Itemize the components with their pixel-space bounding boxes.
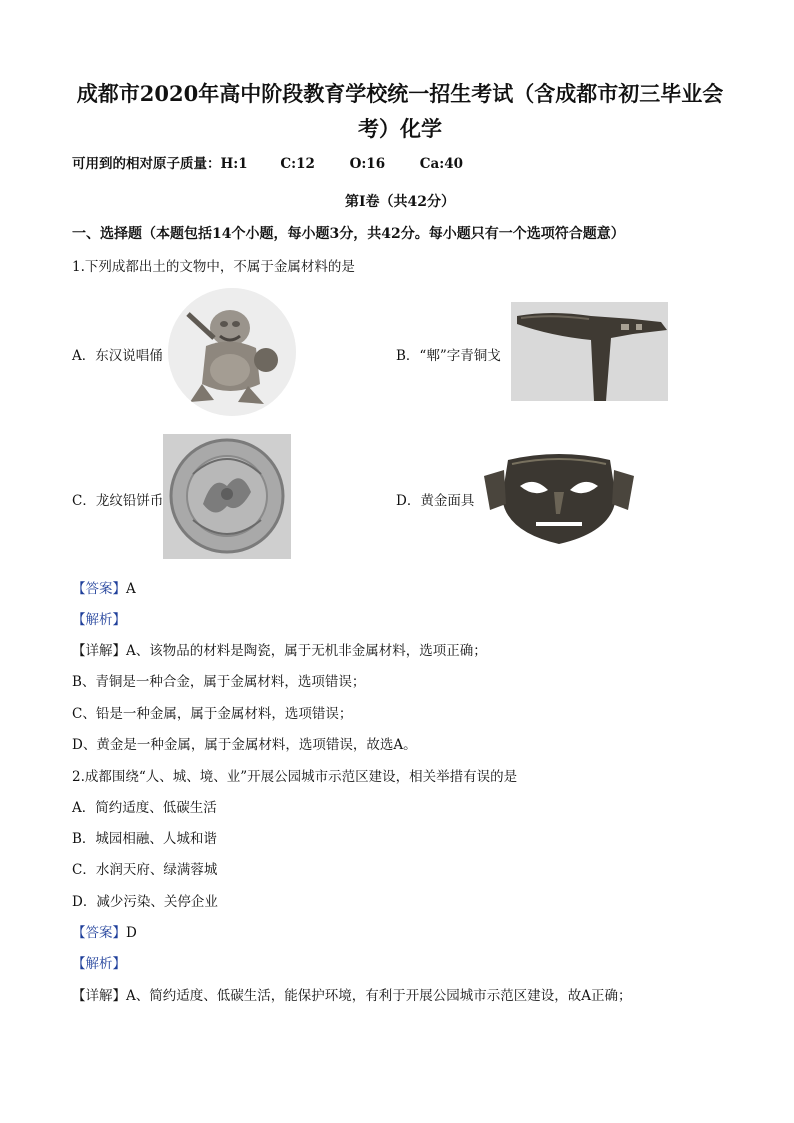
- atomic-mass-h: H:1: [220, 156, 248, 172]
- q1-detail-b: B、青铜是一种合金，属于金属材料，选项错误；: [72, 674, 366, 690]
- q2-answer: D: [126, 925, 137, 941]
- q1-detail-a: [72, 639, 487, 659]
- golden-mask-image: [480, 452, 638, 546]
- atomic-mass-o: O:16: [349, 156, 386, 172]
- q2-option-d: D．减少污染、关停企业: [72, 894, 218, 910]
- q2-analysis-tag: 【解析】: [72, 956, 126, 972]
- q1-option-d: D．黄金面具: [396, 493, 475, 509]
- q1-answer: A: [126, 581, 136, 597]
- q2-detail-a-text: A、简约适度、低碳生活，能保护环境，有利于开展公园城市示范区建设，故A正确；: [126, 988, 632, 1004]
- q2-option-c: C．水润天府、绿满蓉城: [72, 862, 218, 878]
- part-heading: 一、选择题（本题包括14个小题，每小题3分，共42分。每小题只有一个选项符合题意）: [72, 226, 625, 242]
- q1-analysis-tag: 【解析】: [72, 612, 126, 628]
- coin-image: [163, 434, 291, 559]
- q1-answer-row: [72, 577, 136, 597]
- q2-option-a: A．简约适度、低碳生活: [72, 800, 217, 816]
- atomic-mass-row: [72, 152, 463, 172]
- document-title-line-2: 考）化学: [358, 116, 442, 141]
- q2-option-b: B．城园相融、人城和谐: [72, 831, 217, 847]
- q1-option-c: C．龙纹铅饼币: [72, 493, 164, 509]
- q1-detail-a-text: A、该物品的材料是陶瓷，属于无机非金属材料，选项正确；: [126, 643, 487, 659]
- q1-detail-tag: 【详解】: [72, 643, 126, 659]
- q1-detail-c: C、铅是一种金属，属于金属材料，选项错误；: [72, 706, 353, 722]
- q1-detail-d: D、黄金是一种金属，属于金属材料，选项错误，故选A。: [72, 737, 417, 753]
- q1-answer-tag: 【答案】: [72, 581, 126, 597]
- q1-stem: 1.下列成都出土的文物中，不属于金属材料的是: [72, 259, 355, 275]
- atomic-mass-label: 可用到的相对原子质量：: [72, 156, 221, 172]
- q2-stem: 2.成都围绕“人、城、境、业”开展公园城市示范区建设，相关举措有误的是: [72, 769, 518, 785]
- q2-detail-tag: 【详解】: [72, 988, 126, 1004]
- q2-detail-a: [72, 984, 632, 1004]
- figurine-image: [168, 288, 296, 416]
- q2-answer-row: [72, 921, 137, 941]
- document-title-line-1: 成都市2020年高中阶段教育学校统一招生考试（含成都市初三毕业会: [76, 81, 724, 106]
- bronze-ge-image: [511, 302, 668, 401]
- atomic-mass-ca: Ca:40: [419, 156, 464, 172]
- atomic-mass-c: C:12: [280, 156, 315, 172]
- q2-answer-tag: 【答案】: [72, 925, 126, 941]
- section-title: 第Ⅰ卷（共42分）: [344, 194, 456, 210]
- q1-option-a: A．东汉说唱俑: [72, 348, 163, 364]
- q1-option-b: B．“郫”字青铜戈: [396, 348, 501, 364]
